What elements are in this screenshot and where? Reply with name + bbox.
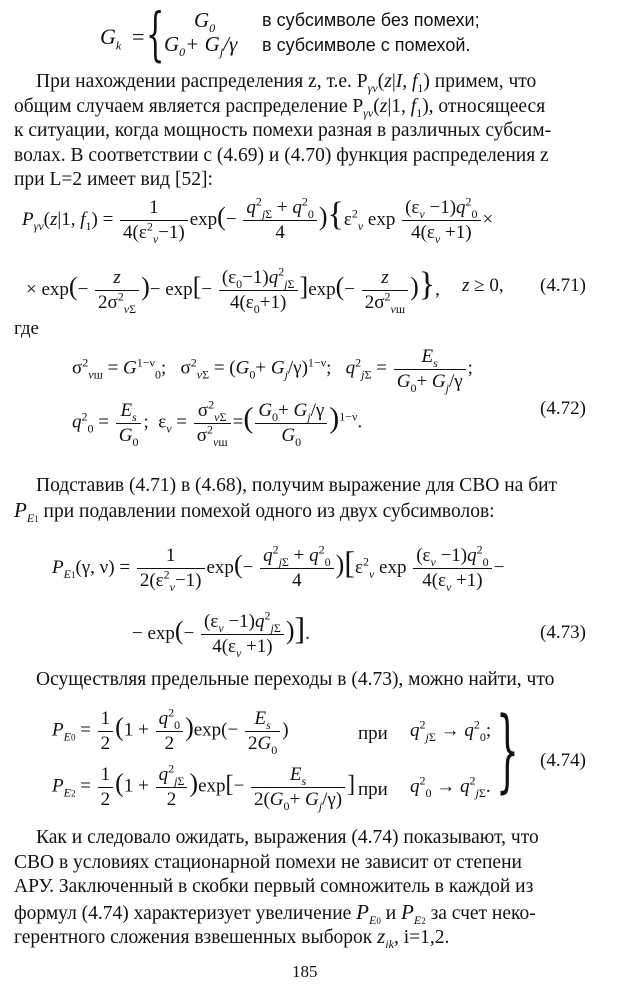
equation-4-74-line1: $P_{E0}$ = $\frac{1}{2}$ (1 + $\frac{q^2_0}{2}$ )exp(− $\frac{E_s}{2G_0}$ ) (52, 705, 289, 757)
paragraph-1-cont: общим случаем является распределение $P_{\gamma\nu}(z|1$, $f_1$), относящееся (14, 95, 546, 120)
paragraph-1-line5: при L=2 имеет вид [52]: (14, 169, 213, 190)
case-text-2: в субсимволе с помехой. (262, 35, 471, 55)
equation-4-72-line2: $q^2_0$ = $\frac{E_s}{G_0}$ ; $\varepsilon_\nu$ = $\frac{\sigma^2_{\nu\Sigma}}{\sigma^2_{\nu ш}}$ =( $\frac{G_0+ G_j/\gamma}{G_0}$ )$^{1-\nu}$. (72, 397, 363, 449)
equation-4-71-line1: $P_{\gamma\nu}(z|1$, $f_1$) = $\frac{1}{4(\varepsilon^2_\nu-1)}$ exp(− $\frac{q^2_{j\Sigma} + q^2_0}{4}$ ){$\varepsilon^2_\nu$ exp $\frac{(\varepsilon_\nu -1)q^2_0}{4(\varepsilon_\nu +1)}$ × (22, 194, 494, 246)
equation-4-73-line1: $P_{E1}(\gamma$, ν) = $\frac{1}{2(\varepsilon^2_\nu-1)}$ exp(− $\frac{q^2_{j\Sigma} + q^2_0}{4}$ )[$\varepsilon^2_\nu$ exp $\frac{(\varepsilon_\nu -1)q^2_0}{4(\varepsilon_\nu +1)}$ − (52, 542, 505, 594)
equation-4-71-line2: × exp(− $\frac{z}{2\sigma^2_{\nu\Sigma}}$ )− exp[− $\frac{(\varepsilon_0-1)q^2_{j\Sigma}}{4(\varepsilon_0+1)}$ ]exp(− $\frac{z}{2\sigma^2_{\nu ш}}$ )}, (26, 264, 440, 316)
equation-number-4-71: (4.71) (540, 275, 586, 296)
paragraph-4-line5: герентного сложения взвешенных выборок $z_{ik}$, i=1,2. (14, 924, 450, 951)
pri-1: при (358, 723, 388, 744)
paragraph-4-line3: АРУ. Заключенный в скобки первый сомножитель в каждой из (14, 876, 534, 897)
document-page: $G_k$ = { $G_0$ в субсимволе без помехи; $G_0+ G_j/\gamma$ в субсимволе с помехой. При нахождении распределения z, т.е. $P_{\gamma\nu}(z|I$, $f_1$) примем, что общим случаем является распределение $P_{\gamma\nu}(z|1$, $f_1$), относящееся к ситуации, когда мощность помехи разная в различных субсим- волах. В соответствии с (4.69) и (4.70) функция распределения z при L=2 имеет вид [52]: $P_{\gamma\nu}(z|1$, $f_1$) = $\frac{1}{4(\varepsilon^2_\nu-1)}$ exp(− $\frac{q^2_{j\Sigma} + q^2_0}{4}$ ){$\varepsilon^2_\nu$ exp $\frac{(\varepsilon_\nu -1)q^2_0}{4(\varepsilon_\nu +1)}$ × × exp(− $\frac{z}{2\sigma^2_{\nu\Sigma}}$ )− exp[− $\frac{(\varepsilon_0-1)q^2_{j\Sigma}}{4(\varepsilon_0+1)}$ ]exp(− $\frac{z}{2\sigma^2_{\nu ш}}$ )}, z ≥ 0, (4.71) где $\sigma^2_{\nu ш} = G^{1-\nu}_0$; $\sigma^2_{\nu\Sigma} = (G_0+ G_j/\gamma)^{1-\nu}$; $q^2_{j\Sigma}$ = $\frac{E_s}{G_0+ G_j/\gamma}$ ; $q^2_0$ = $\frac{E_s}{G_0}$ ; $\varepsilon_\nu$ = $\frac{\sigma^2_{\nu\Sigma}}{\sigma^2_{\nu ш}}$ =( $\frac{G_0+ G_j/\gamma}{G_0}$ )$^{1-\nu}$. (4.72) Подставив (4.71) в (4.68), получим выражение для СВО на бит $P_{E1}$ при подавлении помехой одного из двух субсимволов: $P_{E1}(\gamma$, ν) = $\frac{1}{2(\varepsilon^2_\nu-1)}$ exp(− $\frac{q^2_{j\Sigma} + q^2_0}{4}$ )[$\varepsilon^2_\nu$ exp $\frac{(\varepsilon_\nu -1)q^2_0}{4(\varepsilon_\nu +1)}$ − − exp(− $\frac{(\varepsilon_\nu -1)q^2_{j\Sigma}}{4(\varepsilon_\nu +1)}$ )]. (4.73) Осуществляя предельные переходы в (4.73), можно найти, что $P_{E0}$ = $\frac{1}{2}$ (1 + $\frac{q^2_0}{2}$ )exp(− $\frac{E_s}{2G_0}$ ) при $q^2_{j\Sigma} \to q^2_0$; $P_{E2}$ = $\frac{1}{2}$ (1 + $\frac{q^2_{j\Sigma}}{2}$ )exp[− $\frac{E_s}{2(G_0+ G_j/\gamma)}$ ] при $q^2_0 \to q^2_{j\Sigma}$. } (4.74) Как и следовало ожидать, выражения (4.74) показывают, что СВО в условиях стационарной помехи не зависит от степени АРУ. Заключенный в скобки первый сомножитель в каждой из формул (4.74) характеризует увеличение $P_{E0}$ и $P_{E2}$ за счет неко- герентного сложения взвешенных выборок $z_{ik}$, i=1,2. 185 (0, 0, 640, 990)
equation-4-72-line1: $\sigma^2_{\nu ш} = G^{1-\nu}_0$; $\sigma^2_{\nu\Sigma} = (G_0+ G_j/\gamma)^{1-\nu}$; $q^2_{j\Sigma}$ = $\frac{E_s}{G_0+ G_j/\gamma}$ ; (72, 346, 473, 395)
page-number: 185 (292, 962, 318, 981)
paragraph-3: Осуществляя предельные переходы в (4.73), можно найти, что (36, 669, 555, 690)
condition-2: $q^2_0 \to q^2_{j\Sigma}$. (410, 773, 491, 800)
paragraph-1: При нахождении распределения z, т.е. $P_{\gamma\nu}(z|I$, $f_1$) примем, что (36, 71, 537, 95)
paragraph-4-line2: СВО в условиях стационарной помехи не зависит от степени (14, 851, 522, 873)
equation-4-74-line2: $P_{E2}$ = $\frac{1}{2}$ (1 + $\frac{q^2_{j\Sigma}}{2}$ )exp[− $\frac{E_s}{2(G_0+ G_j/\gamma)}$ ] (52, 761, 356, 813)
paragraph-4-line4: формул (4.74) характеризует увеличение $P_{E0}$ и $P_{E2}$ за счет неко- (14, 899, 536, 927)
equation-number-4-72: (4.72) (540, 398, 586, 419)
pri-2: при (358, 779, 388, 800)
right-brace: } (496, 698, 519, 803)
paragraph-1-line4: волах. В соответствии с (4.69) и (4.70) функция распределения z (14, 144, 549, 166)
paragraph-1-line3: к ситуации, когда мощность помехи разная в различных субсим- (14, 120, 552, 141)
condition-1: $q^2_{j\Sigma} \to q^2_0$; (410, 717, 492, 744)
paragraph-2: Подставив (4.71) в (4.68), получим выражение для СВО на бит (36, 475, 558, 496)
paragraph-4-line1: Как и следовало ожидать, выражения (4.74) показывают, что (36, 827, 539, 848)
where-label: где (14, 318, 39, 339)
equation-number-4-73: (4.73) (540, 622, 586, 643)
case-text-1: в субсимволе без помехи; (262, 10, 480, 30)
equation-number-4-74: (4.74) (540, 750, 586, 771)
equation-4-73-line2: − exp(− $\frac{(\varepsilon_\nu -1)q^2_{j\Sigma}}{4(\varepsilon_\nu +1)}$ )]. (132, 608, 310, 660)
paragraph-2-line2: $P_{E1}$ при подавлении помехой одного из двух субсимволов: (14, 498, 495, 525)
condition-z: z ≥ 0, (462, 275, 504, 296)
